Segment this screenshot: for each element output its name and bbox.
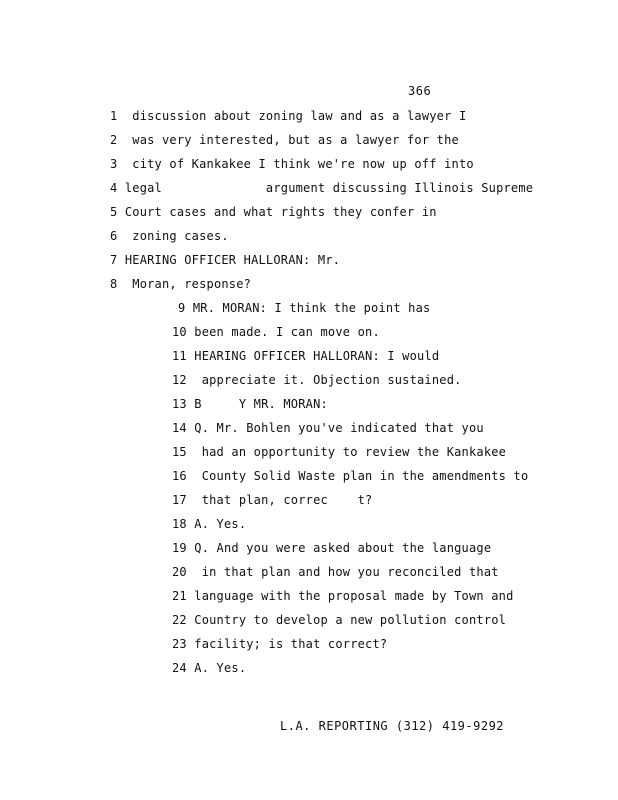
transcript-line-10: 10 been made. I can move on. [172,325,380,339]
transcript-line-9: 9 MR. MORAN: I think the point has [178,301,431,315]
transcript-line-19: 19 Q. And you were asked about the language [172,541,492,555]
transcript-line-24: 24 A. Yes. [172,661,247,675]
transcript-line-8: 8 Moran, response? [110,277,252,291]
transcript-line-11: 11 HEARING OFFICER HALLORAN: I would [172,349,440,363]
transcript-line-18: 18 A. Yes. [172,517,247,531]
page-number: 366 [408,84,432,98]
transcript-line-6: 6 zoning cases. [110,229,229,243]
transcript-line-16: 16 County Solid Waste plan in the amendments to [172,469,529,483]
transcript-line-17: 17 that plan, correc t? [172,493,373,507]
transcript-line-4: 4 legal argument discussing Illinois Supreme [110,181,534,195]
transcript-line-22: 22 Country to develop a new pollution control [172,613,507,627]
transcript-line-15: 15 had an opportunity to review the Kankakee [172,445,507,459]
transcript-line-21: 21 language with the proposal made by Town and [172,589,514,603]
transcript-line-12: 12 appreciate it. Objection sustained. [172,373,462,387]
transcript-line-13: 13 B Y MR. MORAN: [172,397,328,411]
transcript-line-5: 5 Court cases and what rights they confer in [110,205,437,219]
transcript-line-2: 2 was very interested, but as a lawyer for the [110,133,459,147]
transcript-line-14: 14 Q. Mr. Bohlen you've indicated that you [172,421,484,435]
transcript-line-23: 23 facility; is that correct? [172,637,388,651]
reporter-footer: L.A. REPORTING (312) 419-9292 [280,719,505,733]
transcript-line-7: 7 HEARING OFFICER HALLORAN: Mr. [110,253,341,267]
transcript-line-20: 20 in that plan and how you reconciled that [172,565,499,579]
transcript-line-3: 3 city of Kankakee I think we're now up off into [110,157,474,171]
transcript-line-1: 1 discussion about zoning law and as a lawyer I [110,109,467,123]
